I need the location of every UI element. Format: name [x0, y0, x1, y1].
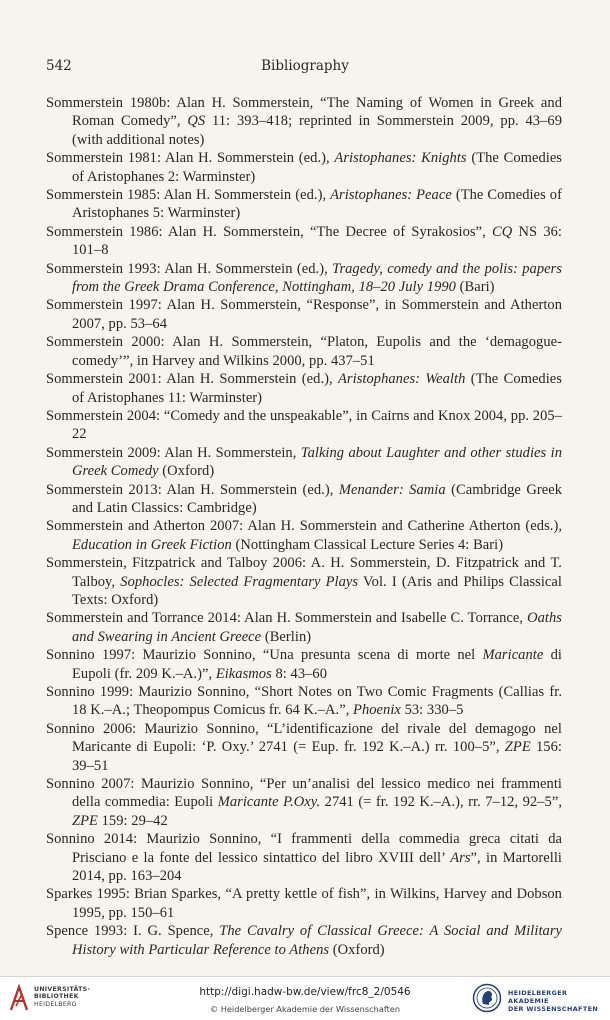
- bibliography-entry: [46, 720, 562, 775]
- entry-text: Maurizio Sonnino, “Una presunta scena di morte nel: [135, 647, 483, 664]
- entry-text: ”, in Martorelli 2014, pp. 163–204: [72, 849, 562, 885]
- entry-text: Alan H. Sommerstein and Catherine Atherton (eds.),: [243, 518, 562, 535]
- entry-text: (Bari): [455, 279, 495, 296]
- entry-title-italic: Phoenix: [353, 702, 401, 719]
- entry-text: 159: 29–42: [97, 812, 168, 829]
- entry-title-italic: Maricante: [482, 647, 544, 664]
- entry-text: (The Comedies of Aristophanes 11: Warminster): [72, 371, 562, 406]
- bibliography-entry: [46, 296, 562, 333]
- entry-key: Sommerstein 2001:: [46, 371, 162, 388]
- entry-key: Sommerstein 2000:: [46, 334, 165, 351]
- entry-text: “Comedy and the unspeakable”, in Cairns and Knox 2004, pp. 205–22: [72, 407, 562, 443]
- entry-text: (Berlin): [261, 628, 312, 645]
- entry-text: A. H. Sommerstein, D. Fitzpatrick and T. Talboy,: [72, 555, 562, 590]
- bibliography-entry: [46, 370, 562, 407]
- entry-title-italic: ZPE: [72, 812, 98, 829]
- entry-text: Alan H. Sommerstein, “Response”, in Sommerstein and Atherton 2007, pp. 53–64: [72, 297, 562, 332]
- entry-text: Alan H. Sommerstein, “The Naming of Women in Greek and Roman Comedy”,: [72, 95, 563, 130]
- bibliography-entry: [46, 186, 562, 223]
- bibliography-entry: [46, 922, 562, 959]
- bibliography-entry: [46, 223, 562, 260]
- viewer-footer: [0, 976, 610, 1020]
- entry-title-italic: The Cavalry of Classical Greece: A Social and Military History with Particular Reference to Athens: [72, 923, 563, 958]
- bibliography-entry: [46, 517, 562, 554]
- bibliography-entry: [46, 683, 562, 720]
- entry-key: Spence 1993:: [46, 923, 128, 940]
- entry-key: Sommerstein 2009:: [46, 444, 161, 461]
- entry-title-italic: CQ: [491, 223, 513, 240]
- academy-seal-icon: [472, 983, 502, 1013]
- entry-title-italic: Tragedy, comedy and the polis: papers from the Greek Drama Conference, Nottingham, 18–20 July 1990: [72, 260, 562, 296]
- entry-key: Sonnino 2007:: [46, 776, 135, 793]
- entry-key: Sommerstein 1993:: [46, 260, 161, 277]
- entry-key: Sonnino 1999:: [46, 684, 134, 700]
- bibliography-entry: [46, 830, 562, 885]
- entry-key: Sommerstein 1981:: [46, 150, 162, 167]
- entry-key: Sommerstein 2013:: [46, 481, 162, 498]
- bibliography-entry: [46, 646, 562, 683]
- entry-key: Sommerstein 1980b:: [46, 95, 171, 111]
- entry-title-italic: Talking about Laughter and other studies in Greek Comedy: [72, 444, 562, 480]
- entry-title-italic: Menander: Samia: [338, 481, 446, 498]
- entry-text: (Oxford): [158, 463, 215, 480]
- bibliography-entry: [46, 149, 562, 186]
- entry-text: (Oxford): [329, 941, 385, 958]
- bibliography-entry: [46, 481, 562, 518]
- entry-text: 156: 39–51: [72, 739, 562, 774]
- bibliography-entry: [46, 94, 562, 149]
- bibliography-entry: [46, 444, 562, 481]
- entry-text: (Nottingham Classical Lecture Series 4: Bari): [231, 536, 504, 553]
- entry-title-italic: Aristophanes: Knights: [334, 150, 467, 167]
- entry-title-italic: Oaths and Swearing in Ancient Greece: [72, 610, 562, 645]
- bibliography-list: [46, 94, 562, 959]
- entry-key: Sommerstein 1985:: [46, 187, 161, 204]
- entry-text: Alan H. Sommerstein, “Platon, Eupolis and the ‘demagogue-comedy’”, in Harvey and Wilkins 2000, pp. 437–51: [72, 334, 562, 369]
- entry-title-italic: Sophocles: Selected Fragmentary Plays: [120, 573, 359, 590]
- academy-label: HEIDELBERGER AKADEMIE DER WISSENSCHAFTEN: [508, 989, 599, 1013]
- entry-title-italic: Education in Greek Fiction: [72, 536, 232, 553]
- entry-text: Alan H. Sommerstein and Isabelle C. Torrance,: [240, 610, 528, 627]
- running-head: [46, 58, 564, 78]
- entry-title-italic: QS: [187, 113, 206, 130]
- entry-text: Alan H. Sommerstein (ed.),: [161, 371, 339, 388]
- entry-key: Sommerstein and Torrance 2014:: [46, 610, 241, 627]
- entry-key: Sommerstein 2004:: [46, 407, 161, 424]
- copyright-notice: © Heidelberger Akademie der Wissenschaften: [209, 1004, 401, 1014]
- entry-text: (Cambridge Greek and Latin Classics: Cambridge): [72, 481, 563, 516]
- entry-key: Sommerstein and Atherton 2007:: [46, 518, 244, 535]
- entry-key: Sonnino 2006:: [46, 720, 137, 737]
- entry-text: Maurizio Sonnino, “Per un’analisi del lessico medico nei frammenti della commedia: Eupoli: [72, 776, 562, 811]
- entry-title-italic: Eikasmos: [215, 665, 272, 682]
- bibliography-entry: [46, 885, 562, 922]
- permalink-url[interactable]: http://digi.hadw-bw.de/view/frc8_2/0546: [199, 986, 411, 998]
- entry-title-italic: Aristophanes: Wealth: [338, 371, 466, 388]
- entry-text: Alan H. Sommerstein,: [160, 444, 301, 461]
- entry-key: Sonnino 2014:: [46, 831, 138, 848]
- entry-text: di Eupoli (fr. 209 K.–A.)”,: [72, 647, 562, 682]
- entry-text: Alan H. Sommerstein (ed.),: [161, 481, 339, 498]
- bibliography-entry: [46, 609, 562, 646]
- entry-key: Sparkes 1995:: [46, 886, 130, 903]
- entry-text: Maurizio Sonnino, “Short Notes on Two Comic Fragments (Callias fr. 18 K.–A.; Theopompus Comicus fr. 64 K.–A.”,: [72, 684, 562, 719]
- entry-text: (The Comedies of Aristophanes 2: Warminster): [72, 150, 563, 185]
- entry-title-italic: Aristophanes: Peace: [330, 187, 452, 204]
- entry-text: 8: 43–60: [271, 665, 328, 682]
- bibliography-entry: [46, 407, 562, 444]
- bibliography-entry: [46, 333, 562, 370]
- bibliography-entry: [46, 554, 562, 609]
- entry-key: Sommerstein, Fitzpatrick and Talboy 2006:: [46, 555, 307, 572]
- entry-key: Sonnino 1997:: [46, 647, 136, 664]
- entry-text: Maurizio Sonnino, “I frammenti della commedia greca citati da Prisciano e la fonte del lessico sintattico del libro XVIII dell’: [72, 831, 562, 866]
- entry-text: Maurizio Sonnino, “L’identificazione del rivale del demagogo nel Maricante di Eupoli: ‘P. Oxy.’ 2741 (= Eup. fr. 192 K.–A.) rr. 100–5”,: [72, 720, 562, 756]
- entry-text: 53: 330–5: [400, 702, 464, 719]
- entry-text: 2741 (= fr. 192 K.–A.), rr. 7–12, 92–5”,: [320, 794, 562, 811]
- bibliography-entry: [46, 775, 562, 830]
- university-library-label: UNIVERSITÄTS- BIBLIOTHEK HEIDELBERG: [34, 986, 91, 1008]
- entry-text: (The Comedies of Aristophanes 5: Warminster): [72, 187, 562, 222]
- running-title: Bibliography: [261, 58, 349, 74]
- entry-text: Alan H. Sommerstein (ed.),: [160, 260, 333, 277]
- entry-text: Brian Sparkes, “A pretty kettle of fish”, in Wilkins, Harvey and Dobson 1995, pp. 150–61: [72, 886, 562, 921]
- page-number: 542: [46, 58, 72, 74]
- entry-text: I. G. Spence,: [127, 923, 220, 940]
- bibliography-entry: [46, 260, 562, 297]
- entry-key: Sommerstein 1986:: [46, 223, 163, 240]
- entry-text: Vol. I (Aris and Philips Classical Texts: Oxford): [72, 573, 562, 608]
- entry-text: 11: 393–418; reprinted in Sommerstein 2009, pp. 43–69 (with additional notes): [72, 113, 562, 148]
- entry-title-italic: ZPE: [504, 739, 531, 756]
- entry-text: Alan H. Sommerstein (ed.),: [160, 187, 331, 204]
- entry-text: NS 36: 101–8: [72, 223, 563, 259]
- entry-title-italic: Ars: [450, 849, 471, 866]
- entry-text: Alan H. Sommerstein, “The Decree of Syrakosios”,: [162, 223, 492, 240]
- entry-key: Sommerstein 1997:: [46, 297, 162, 314]
- entry-text: Alan H. Sommerstein (ed.),: [161, 150, 335, 167]
- entry-title-italic: Maricante P.Oxy.: [217, 794, 321, 811]
